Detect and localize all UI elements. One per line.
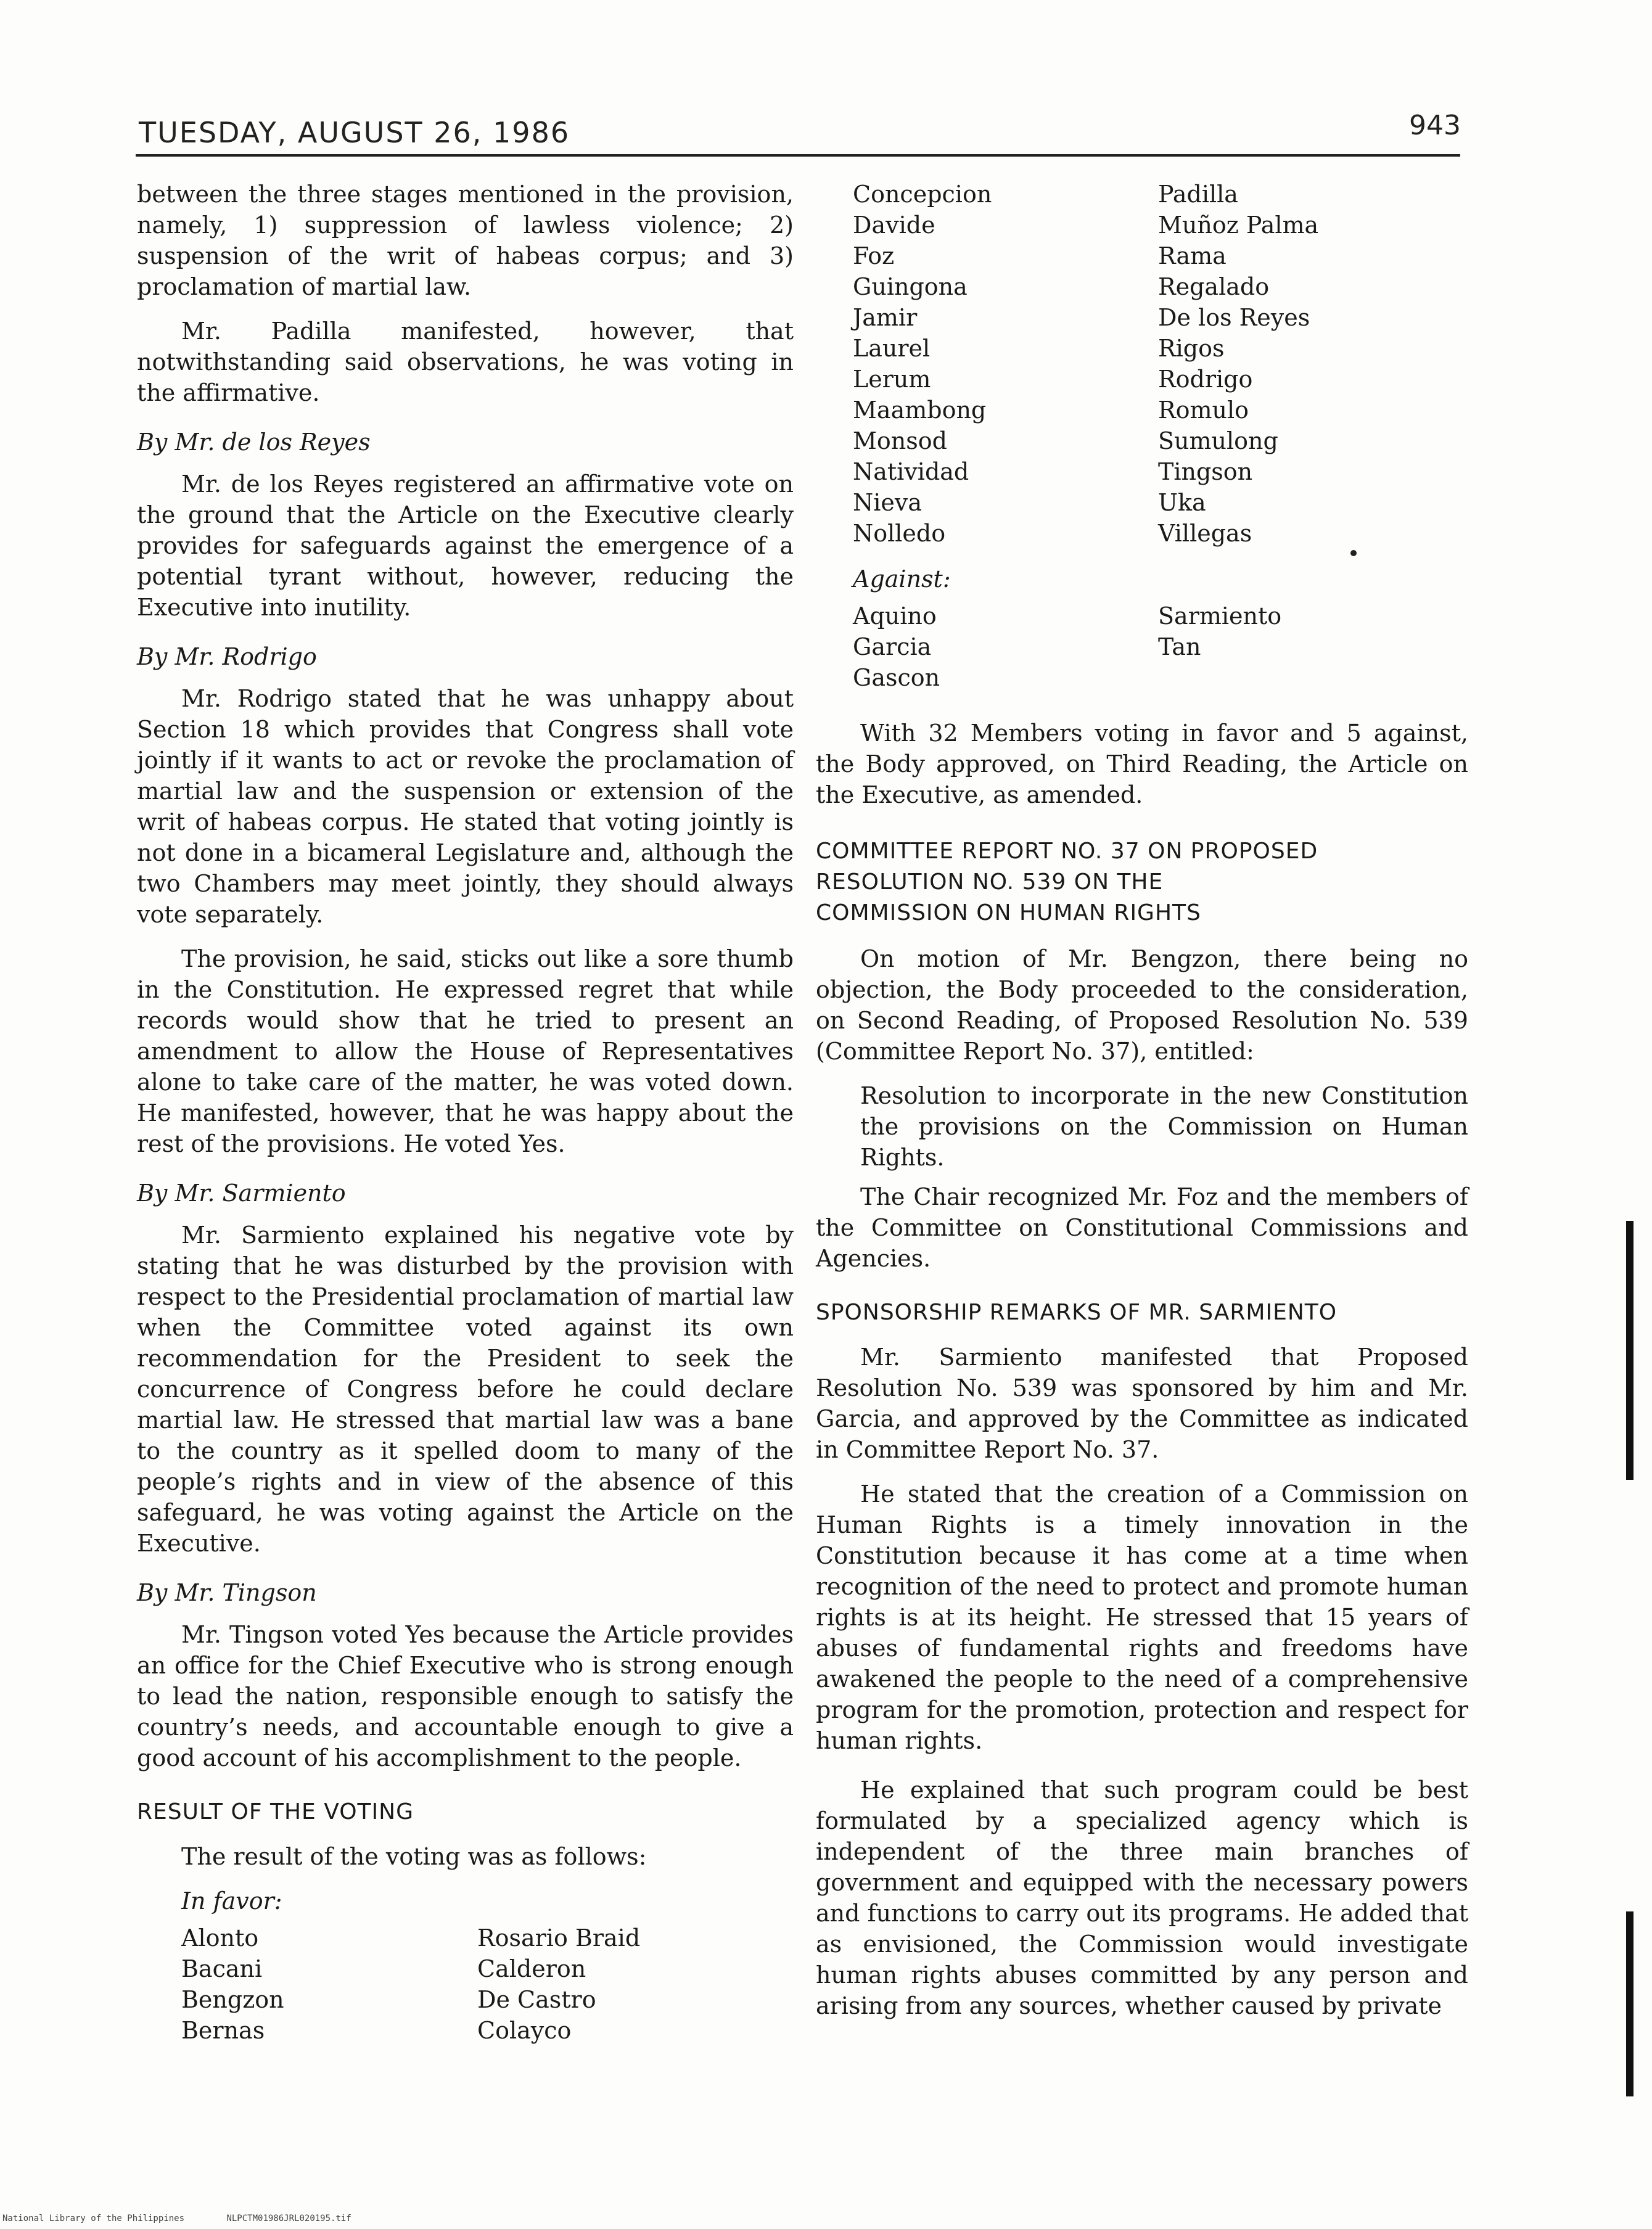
list-item: Maambong (853, 396, 987, 424)
list-item: Bernas (181, 2017, 265, 2044)
paragraph: between the three stages mentioned in the provision, namely, 1) suppression of lawless violence; 2) suspension of the writ of habeas corpus; and 3) proclamation of martial law. (137, 181, 794, 300)
list-item: Romulo (1158, 396, 1249, 424)
list-item: Regalado (1158, 273, 1270, 300)
section-heading-committee-report (816, 836, 1468, 929)
list-item: Laurel (853, 335, 931, 362)
list-item: Villegas (1158, 520, 1252, 547)
list-item: Uka (1158, 489, 1206, 516)
section-heading-result: RESULT OF THE VOTING (137, 1799, 414, 1825)
paragraph: Mr. Padilla manifested, however, that notwithstanding said observations, he was voting in the affirmative. (137, 318, 794, 406)
list-item: Rodrigo (1158, 366, 1253, 393)
against-names-list (816, 601, 1468, 693)
paragraph: Mr. Rodrigo stated that he was unhappy about Section 18 which provides that Congress shall vote jointly if it wants to act or revoke the proclamation of martial law and the suspension or extension of the writ of habeas corpus. He stated that voting jointly is not done in a bicameral Legislature and, although the two Chambers may meet jointly, they should always vote separately. (137, 685, 794, 928)
against-names-col1 (853, 601, 1158, 693)
footer-file: NLPCTM01986JRL020195.tif (226, 2214, 351, 2223)
against-names-col2 (1158, 601, 1468, 693)
header-rule (136, 154, 1460, 157)
paragraph: The provision, he said, sticks out like a sore thumb in the Constitution. He expressed regret that while records would show that he tried to present an amendment to allow the House of Representatives alone to take care of the matter, he was voted down. He manifested, however, that he was happy about the rest of the provisions. He voted Yes. (137, 945, 794, 1157)
byline-rodrigo: By Mr. Rodrigo (137, 643, 317, 670)
favor-names-col1 (853, 179, 1158, 549)
list-item: Gascon (853, 664, 940, 691)
byline-sarmiento: By Mr. Sarmiento (137, 1180, 346, 1207)
favor-names-col2 (477, 1923, 794, 2046)
list-item: Natividad (853, 458, 969, 485)
paragraph: Mr. Tingson voted Yes because the Article provides an office for the Chief Executive who is strong enough to lead the nation, responsible enough to satisfy the country’s needs, and accountable enough to give a good account of his accomplishment to the people. (137, 1621, 794, 1771)
list-item: Guingona (853, 273, 968, 300)
section-heading-sponsorship: SPONSORSHIP REMARKS OF MR. SARMIENTO (816, 1300, 1338, 1325)
list-item: Nolledo (853, 520, 946, 547)
paragraph: On motion of Mr. Bengzon, there being no objection, the Body proceeded to the consideration, on Second Reading, of Proposed Resolution No. 539 (Committee Report No. 37), entitled: (816, 945, 1468, 1065)
paragraph: Mr. Sarmiento manifested that Proposed Resolution No. 539 was sponsored by him and Mr. Garcia, and approved by the Committee as indicated in Committee Report No. 37. (816, 1344, 1468, 1463)
running-header-date: TUESDAY, AUGUST 26, 1986 (139, 116, 570, 149)
list-item: Jamir (853, 304, 918, 331)
favor-names-col2 (1158, 179, 1468, 549)
scan-edge-mark (1626, 1221, 1634, 1480)
scan-footer (2, 2214, 388, 2223)
resolution-title-quote: Resolution to incorporate in the new Constitution the provisions on the Commission on Human Rights. (860, 1082, 1468, 1171)
right-column (816, 179, 1468, 2035)
favor-names-list (137, 1923, 794, 2046)
heading-line: RESOLUTION NO. 539 ON THE (816, 869, 1164, 895)
scan-edge-mark (1626, 1911, 1634, 2096)
in-favor-label: In favor: (181, 1887, 282, 1915)
list-item: Tingson (1158, 458, 1253, 485)
list-item: Rigos (1158, 335, 1225, 362)
favor-names-col1 (181, 1923, 477, 2046)
paragraph: Mr. de los Reyes registered an affirmative vote on the ground that the Article on the Executive clearly provides for safeguards against the emergence of a potential tyrant without, however, reducing the Executive into inutility. (137, 470, 794, 621)
left-column (137, 179, 794, 2052)
list-item: Tan (1158, 633, 1201, 660)
list-item: Calderon (477, 1955, 586, 1982)
byline-tingson: By Mr. Tingson (137, 1579, 317, 1606)
list-item: De Castro (477, 1986, 596, 2013)
list-item: Sumulong (1158, 427, 1278, 454)
paragraph: With 32 Members voting in favor and 5 against, the Body approved, on Third Reading, the Article on the Executive, as amended. (816, 720, 1468, 808)
scan-speck (1350, 550, 1357, 556)
byline-de-los-reyes: By Mr. de los Reyes (137, 429, 371, 456)
paragraph: He stated that the creation of a Commission on Human Rights is a timely innovation in the Constitution because it has come at a time when recognition of the need to protect and promote human rights is at its height. He stressed that 15 years of abuses of fundamental rights and freedoms have awakened the people to the need of a comprehensive program for the promotion, protection and respect for human rights. (816, 1480, 1468, 1754)
list-item: Nieva (853, 489, 923, 516)
list-item: Bacani (181, 1955, 263, 1982)
list-item: Colayco (477, 2017, 572, 2044)
list-item: Rosario Braid (477, 1924, 641, 1952)
paragraph: Mr. Sarmiento explained his negative vote by stating that he was disturbed by the provision with respect to the Presidential proclamation of martial law when the Committee voted against its own recommendation for the President to seek the concurrence of Congress before he could declare martial law. He stressed that martial law was a bane to the country as it spelled doom to many of the people’s rights and in view of the absence of this safeguard, he was voting against the Article on the Executive. (137, 1221, 794, 1557)
paragraph: The Chair recognized Mr. Foz and the members of the Committee on Constitutional Commissions and Agencies. (816, 1183, 1468, 1272)
list-item: Lerum (853, 366, 931, 393)
footer-library: National Library of the Philippines (2, 2214, 185, 2223)
heading-line: COMMITTEE REPORT NO. 37 ON PROPOSED (816, 839, 1318, 864)
paragraph: He explained that such program could be best formulated by a specialized agency which is independent of the three main branches of government and equipped with the necessary powers and functions to carry out its programs. He added that as envisioned, the Commission would investigate human rights abuses committed by any person and arising from any sources, whether caused by private (816, 1776, 1468, 2019)
favor-names-list-continued (816, 179, 1468, 549)
list-item: Foz (853, 242, 895, 269)
list-item: Concepcion (853, 181, 992, 208)
list-item: Sarmiento (1158, 602, 1282, 630)
list-item: Padilla (1158, 181, 1238, 208)
list-item: Aquino (853, 602, 937, 630)
against-label: Against: (853, 565, 951, 593)
list-item: Garcia (853, 633, 932, 660)
heading-line: COMMISSION ON HUMAN RIGHTS (816, 900, 1201, 926)
list-item: Davide (853, 211, 935, 239)
page-number: 943 (1409, 110, 1461, 141)
list-item: Alonto (181, 1924, 259, 1952)
list-item: Muñoz Palma (1158, 211, 1319, 239)
list-item: Rama (1158, 242, 1227, 269)
list-item: Monsod (853, 427, 947, 454)
paragraph: The result of the voting was as follows: (181, 1843, 647, 1870)
list-item: Bengzon (181, 1986, 284, 2013)
list-item: De los Reyes (1158, 304, 1310, 331)
